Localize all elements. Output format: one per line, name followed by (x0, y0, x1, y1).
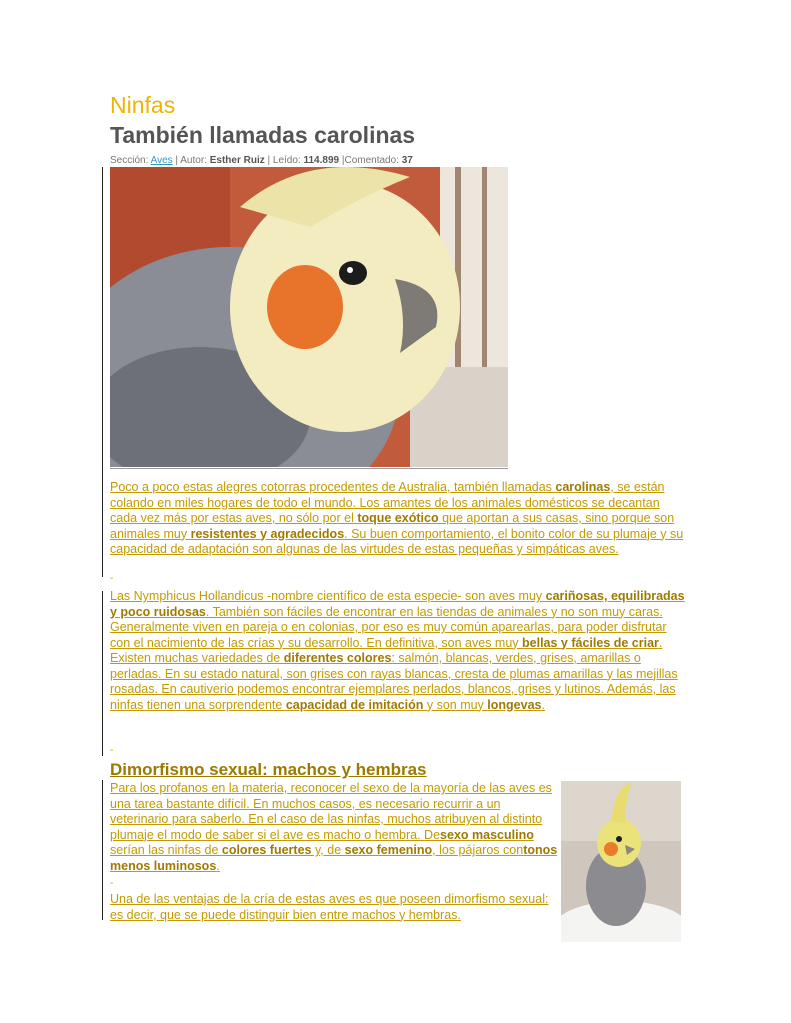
bold-text: sexo femenino (344, 843, 433, 857)
text-run: . También son fáciles de encontrar en las tiendas de animales y no son muy caras. Generalmente viven en pareja o en colonias, por eso es muy común aparearlas, para poder disfrutar con el nacimiento de las crías y su desarrollo. En definitiva, son aves muy (110, 604, 667, 650)
text-run: y, de (311, 843, 345, 857)
section-label: Sección: (110, 155, 151, 166)
text-run: Una de las ventajas de la cría de estas aves es que poseen dimorfismo sexual: es decir, que se puede distinguir bien entre machos y hembras. (110, 892, 549, 922)
read-count: 114.899 (303, 155, 340, 166)
text-run: . Su buen comportamiento, el bonito color de su plumaje y su capacidad de adaptación son algunas de las virtudes de estas pequeñas y simpáticas aves. (110, 526, 684, 556)
paragraph-advantage (110, 892, 562, 923)
text-run: , los pájaros con (432, 843, 524, 857)
cockatiel-portrait-image (110, 167, 508, 467)
cockatiel-perched-image (561, 781, 681, 942)
bold-text: diferentes colores (283, 651, 392, 665)
bold-text: resistentes y agradecidos (190, 526, 345, 541)
text-run: : salmón, blancas, verdes, grises, amarillas o perladas. En su estado natural, son grises con rayas blancas, cresta de plumas amarillas y las mejillas rosadas. En cautiverio podemos encontrar ejemplares perlados, blancos, grises y lutinos. Además, las ninfas tienen una sorprendente (110, 651, 678, 712)
text-run: y son muy (423, 697, 488, 712)
bold-text: bellas y fáciles de criar (522, 635, 659, 650)
article-subtitle: También llamadas carolinas (110, 122, 416, 148)
text-run: . (658, 635, 663, 650)
bold-text: longevas (487, 697, 542, 712)
bold-text: colores fuertes (221, 843, 312, 857)
left-margin-bar (102, 591, 103, 756)
left-margin-bar (102, 167, 103, 577)
paragraph-species (110, 589, 685, 713)
bold-text: capacidad de imitación (285, 697, 424, 712)
author-name: Esther Ruiz (209, 155, 265, 166)
bold-text: cariñosas, equilibradas y poco ruidosas (110, 589, 685, 619)
separator-dash: - (110, 573, 114, 584)
article-title: Ninfas (110, 92, 176, 118)
bold-text: tonos menos luminosos (110, 843, 558, 873)
text-run: Para los profanos en la materia, reconocer el sexo de la mayoría de las aves es una tarea bastante difícil. En muchos casos, es necesario recurrir a un veterinario para saberlo. En el caso de las ninfas, muchos atribuyen al distinto plumaje el modo de saber si el ave es macho o hembra. De (110, 781, 552, 842)
bold-text: toque exótico (357, 511, 439, 525)
section-link[interactable]: Aves (150, 155, 173, 166)
text-run: que aportan a sus casas, sino porque son animales muy (110, 511, 675, 541)
cockatiel-photo (110, 167, 508, 467)
text-run: Poco a poco estas alegres cotorras procedentes de Australia, también llamadas (110, 480, 556, 494)
photo-underline (110, 468, 508, 469)
author-label: | Autor: (172, 155, 210, 166)
text-run: . (216, 858, 220, 873)
paragraph-intro (110, 480, 685, 558)
comment-label: |Comentado: (339, 155, 402, 166)
read-label: | Leído: (264, 155, 304, 166)
section-heading-dimorphism: Dimorfismo sexual: machos y hembras (110, 760, 427, 779)
text-run: . (541, 697, 545, 712)
bold-text: sexo masculino (440, 827, 534, 842)
text-run: , se están colando en miles hogares de todo el mundo. Los amantes de los animales domésticos se decantan cada vez más por estas aves, no sólo por el (110, 480, 665, 525)
bold-text: carolinas (555, 480, 611, 494)
left-margin-bar (102, 780, 103, 920)
text-run: serían las ninfas de (110, 843, 222, 857)
paragraph-dimorphism (110, 781, 562, 874)
text-run: Las Nymphicus Hollandicus -nombre científico de esta especie- son aves muy (110, 589, 546, 603)
comment-count: 37 (401, 155, 413, 166)
separator-dash: - (110, 745, 114, 756)
separator-dash: - (110, 878, 114, 889)
text-run: Existen muchas variedades de (110, 651, 284, 665)
article-meta (110, 155, 413, 166)
cockatiel-side-photo (561, 781, 681, 942)
